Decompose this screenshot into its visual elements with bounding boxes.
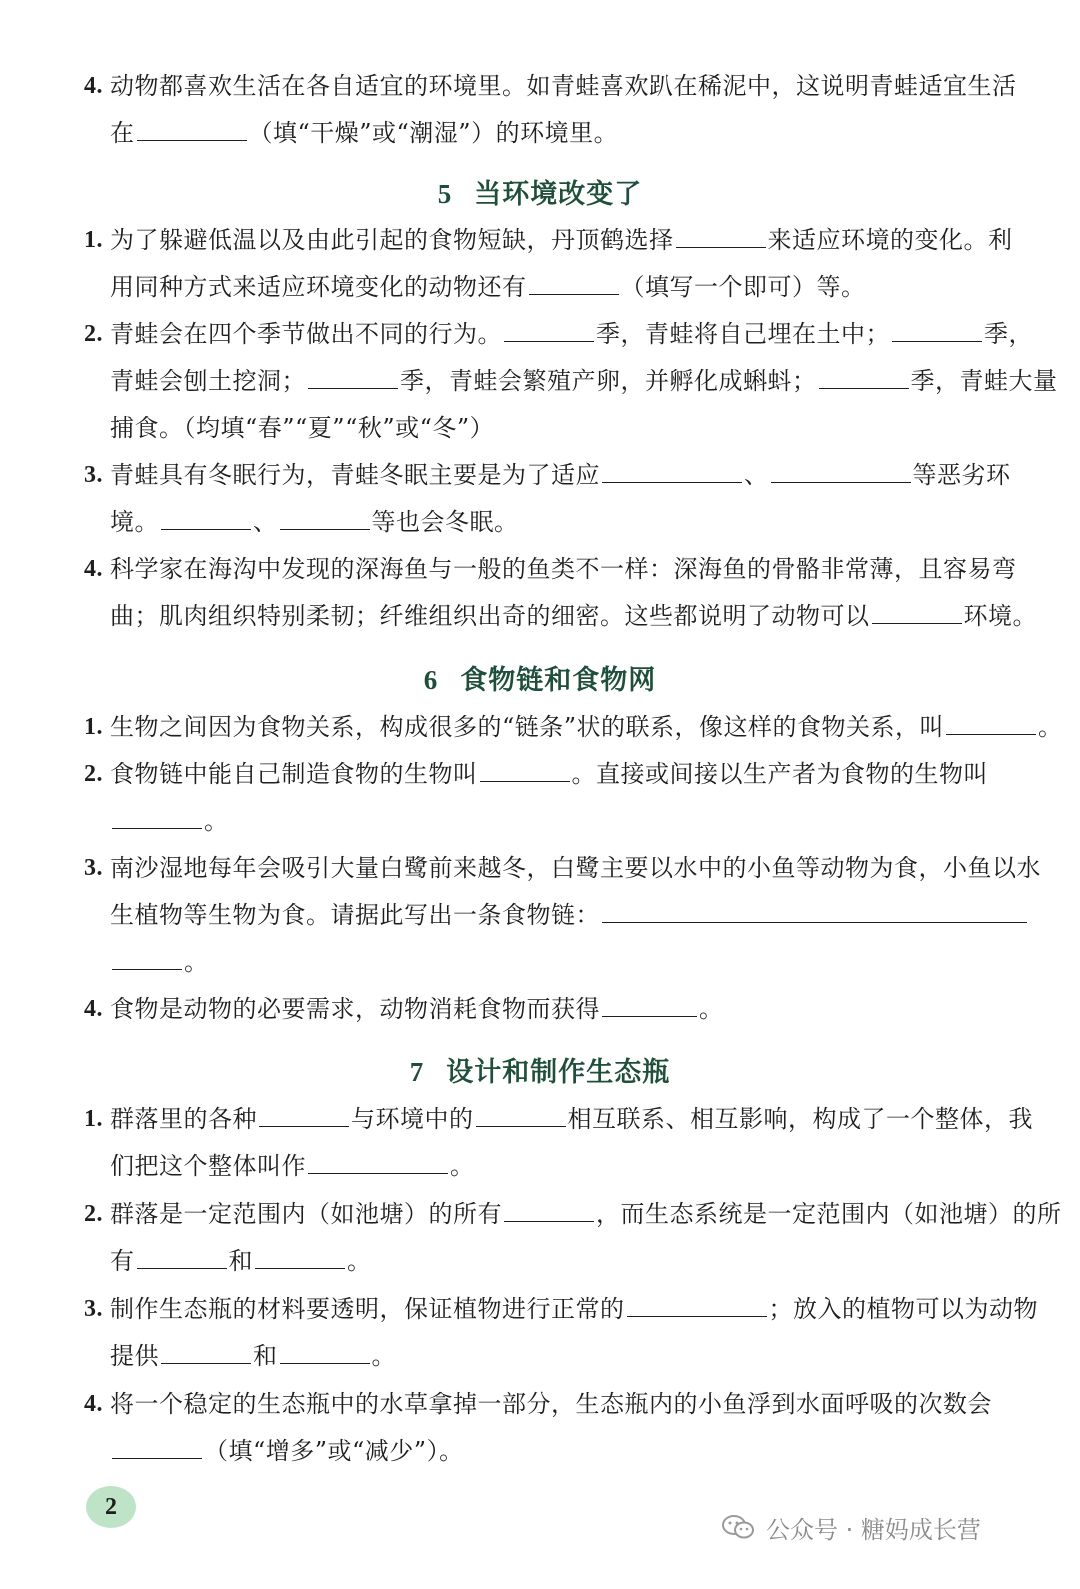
answer-blank[interactable]: [602, 455, 742, 483]
answer-blank[interactable]: [676, 220, 766, 248]
answer-blank[interactable]: [771, 455, 911, 483]
s7-question-4: 4. 将一个稳定的生态瓶中的水草拿掉一部分，生态瓶内的小鱼浮到水面呼吸的次数会 （填“增多”或“减少”）。: [84, 1390, 992, 1465]
answer-blank[interactable]: [872, 596, 962, 624]
answer-blank[interactable]: [892, 314, 982, 342]
answer-blank[interactable]: [112, 801, 202, 829]
question-top-4: 4. 动物都喜欢生活在各自适宜的环境里。如青蛙喜欢趴在稀泥中，这说明青蛙适宜生活 在 （填“干燥”或“潮湿”）的环境里。: [84, 63, 1014, 157]
s7-question-3: 3. 制作生态瓶的材料要透明，保证植物进行正常的 ；放入的植物可以为动物 提供 和 。: [84, 1286, 1014, 1380]
s7-question-1: 1. 群落里的各种 与环境中的 相互联系、相互影响，构成了一个整体，我 们把这个整体叫作 。: [84, 1096, 1014, 1190]
question-text: 动物都喜欢生活在各自适宜的环境里。如青蛙喜欢趴在稀泥中，这说明青蛙适宜生活: [110, 72, 1017, 100]
watermark: [720, 1507, 981, 1547]
s5-question-3: 3. 青蛙具有冬眠行为，青蛙冬眠主要是为了适应 、 等恶劣环 境。 、 等也会冬眠。: [84, 452, 1014, 546]
section-heading-5: 5 当环境改变了: [437, 179, 643, 210]
wechat-icon: [720, 1513, 756, 1541]
answer-blank[interactable]: [255, 1241, 345, 1269]
answer-blank[interactable]: [259, 1099, 349, 1127]
answer-blank[interactable]: [161, 502, 251, 530]
s6-question-4: 4. 食物是动物的必要需求，动物消耗食物而获得 。: [84, 986, 1014, 1033]
answer-blank[interactable]: [112, 1431, 202, 1459]
section-heading-7: 7 设计和制作生态瓶: [409, 1057, 671, 1088]
answer-blank[interactable]: [476, 1099, 566, 1127]
answer-blank[interactable]: [137, 113, 247, 141]
answer-blank[interactable]: [480, 754, 570, 782]
question-number: 4.: [84, 73, 103, 99]
s7-question-2: 2. 群落是一定范围内（如池塘）的所有 ，而生态系统是一定范围内（如池塘）的所 有 和 。: [84, 1191, 1014, 1285]
answer-blank[interactable]: [112, 942, 182, 970]
page-number: 2: [86, 1486, 136, 1528]
answer-blank[interactable]: [308, 361, 398, 389]
watermark-text: 公众号 · 糖妈成长营: [766, 1515, 981, 1544]
s5-question-2: 2. 青蛙会在四个季节做出不同的行为。 季，青蛙将自己埋在土中； 季， 青蛙会刨土挖洞； 季，青蛙会繁殖产卵，并孵化成蝌蚪； 季，青蛙大量 捕食。（均填“春”“夏”“秋”或“冬”）: [84, 311, 1014, 452]
answer-blank[interactable]: [504, 314, 594, 342]
answer-blank[interactable]: [308, 1146, 448, 1174]
s6-question-1: 1. 生物之间因为食物关系，构成很多的“链条”状的联系，像这样的食物关系，叫 。: [84, 704, 1014, 751]
section-heading-6: 6 食物链和食物网: [423, 665, 657, 696]
answer-blank[interactable]: [529, 267, 619, 295]
answer-blank[interactable]: [627, 1289, 767, 1317]
answer-blank[interactable]: [161, 1336, 251, 1364]
answer-blank[interactable]: [137, 1241, 227, 1269]
s6-question-3: 3. 南沙湿地每年会吸引大量白鹭前来越冬，白鹭主要以水中的小鱼等动物为食，小鱼以水 生植物等生物为食。请据此写出一条食物链： 。: [84, 854, 1041, 976]
answer-blank[interactable]: [280, 1336, 370, 1364]
answer-blank[interactable]: [504, 1194, 594, 1222]
answer-blank[interactable]: [946, 707, 1036, 735]
answer-blank[interactable]: [280, 502, 370, 530]
answer-blank[interactable]: [602, 895, 1027, 923]
s6-question-2: 2. 食物链中能自己制造食物的生物叫 。直接或间接以生产者为食物的生物叫 。: [84, 751, 1014, 845]
s5-question-1: 1. 为了躲避低温以及由此引起的食物短缺，丹顶鹤选择 来适应环境的变化。利 用同种方式来适应环境变化的动物还有 （填写一个即可）等。: [84, 217, 1014, 311]
answer-blank[interactable]: [819, 361, 909, 389]
answer-blank[interactable]: [602, 989, 697, 1017]
s5-question-4: 4. 科学家在海沟中发现的深海鱼与一般的鱼类不一样：深海鱼的骨骼非常薄，且容易弯 曲；肌肉组织特别柔韧；纤维组织出奇的细密。这些都说明了动物可以 环境。: [84, 555, 1037, 630]
